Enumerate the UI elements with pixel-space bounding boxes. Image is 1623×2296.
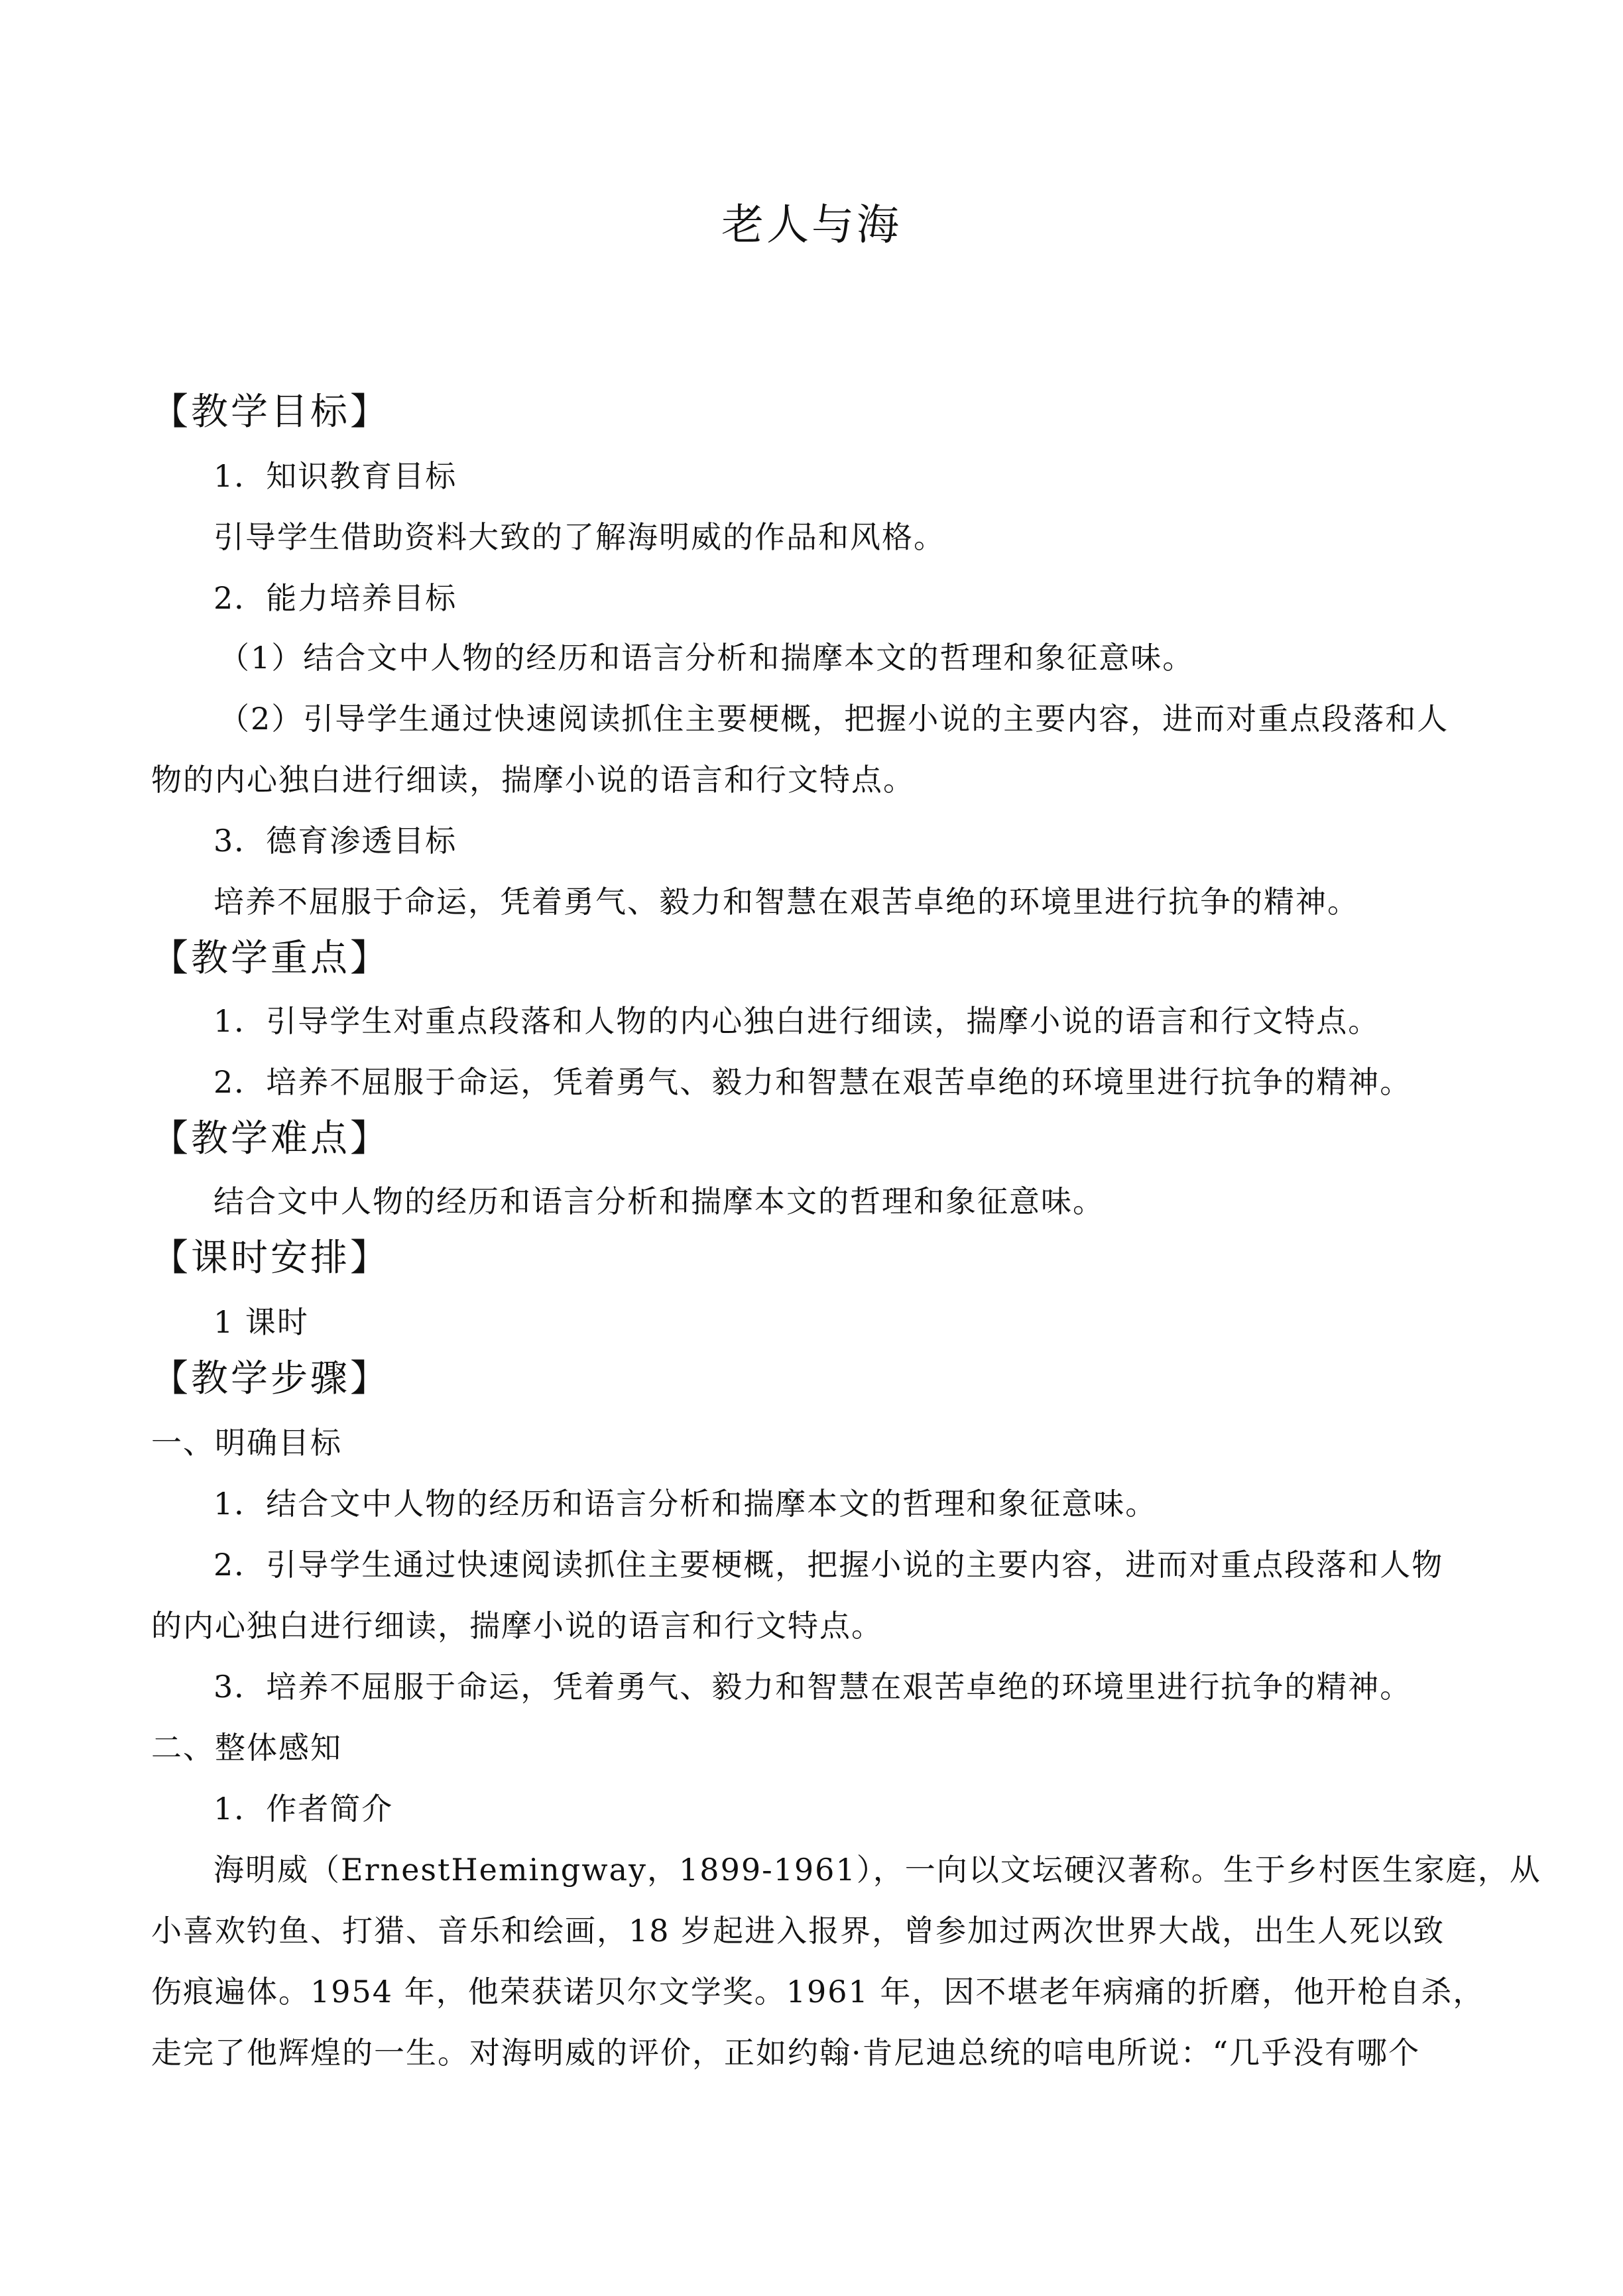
key-point-2: 2．培养不屈服于命运，凭着勇气、毅力和智慧在艰苦卓绝的环境里进行抗争的精神。: [213, 1064, 1412, 1100]
schedule-text: 1 课时: [213, 1304, 309, 1340]
author-paragraph-line-2: 小喜欢钓鱼、打猎、音乐和绘画，18 岁起进入报界，曾参加过两次世界大战，出生人死以致: [151, 1913, 1445, 1949]
step-part-1-item-1: 1．结合文中人物的经历和语言分析和揣摩本文的哲理和象征意味。: [213, 1486, 1158, 1522]
section-heading-objectives: 【教学目标】: [151, 391, 390, 434]
section-heading-schedule: 【课时安排】: [151, 1237, 390, 1280]
difficulty-text: 结合文中人物的经历和语言分析和揣摩本文的哲理和象征意味。: [213, 1183, 1105, 1219]
step-part-1-title: 一、明确目标: [151, 1425, 342, 1461]
objective-3-text: 培养不屈服于命运，凭着勇气、毅力和智慧在艰苦卓绝的环境里进行抗争的精神。: [213, 884, 1359, 920]
objective-2-sub-1: （1）结合文中人物的经历和语言分析和揣摩本文的哲理和象征意味。: [219, 640, 1195, 676]
section-heading-difficulties: 【教学难点】: [151, 1117, 390, 1160]
author-paragraph-line-4: 走完了他辉煌的一生。对海明威的评价，正如约翰·肯尼迪总统的唁电所说：“几乎没有哪个: [151, 2035, 1421, 2071]
step-part-2-item-1-label: 1．作者简介: [213, 1791, 394, 1827]
section-heading-key-points: 【教学重点】: [151, 937, 390, 980]
page-title: 老人与海: [721, 201, 902, 250]
objective-1-label: 1．知识教育目标: [213, 458, 457, 494]
author-paragraph-line-1: 海明威（ErnestHemingway，1899-1961），一向以文坛硬汉著称。生于乡村医生家庭，从: [213, 1852, 1541, 1888]
step-part-2-title: 二、整体感知: [151, 1730, 342, 1766]
author-paragraph-line-3: 伤痕遍体。1954 年，他荣获诺贝尔文学奖。1961 年，因不堪老年病痛的折磨，他开枪自杀，: [151, 1974, 1485, 2010]
objective-2-sub-2-line-2: 物的内心独白进行细读，揣摩小说的语言和行文特点。: [151, 762, 915, 798]
step-part-1-item-2-line-2: 的内心独白进行细读，揣摩小说的语言和行文特点。: [151, 1608, 883, 1644]
step-part-1-item-2-line-1: 2．引导学生通过快速阅读抓住主要梗概，把握小说的主要内容，进而对重点段落和人物: [213, 1547, 1444, 1583]
objective-1-text: 引导学生借助资料大致的了解海明威的作品和风格。: [213, 519, 945, 555]
objective-2-label: 2．能力培养目标: [213, 580, 457, 616]
objective-2-sub-2-line-1: （2）引导学生通过快速阅读抓住主要梗概，把握小说的主要内容，进而对重点段落和人: [219, 701, 1449, 737]
key-point-1: 1．引导学生对重点段落和人物的内心独白进行细读，揣摩小说的语言和行文特点。: [213, 1003, 1380, 1039]
step-part-1-item-3: 3．培养不屈服于命运，凭着勇气、毅力和智慧在艰苦卓绝的环境里进行抗争的精神。: [213, 1669, 1412, 1705]
section-heading-steps: 【教学步骤】: [151, 1357, 390, 1400]
objective-3-label: 3．德育渗透目标: [213, 823, 457, 859]
